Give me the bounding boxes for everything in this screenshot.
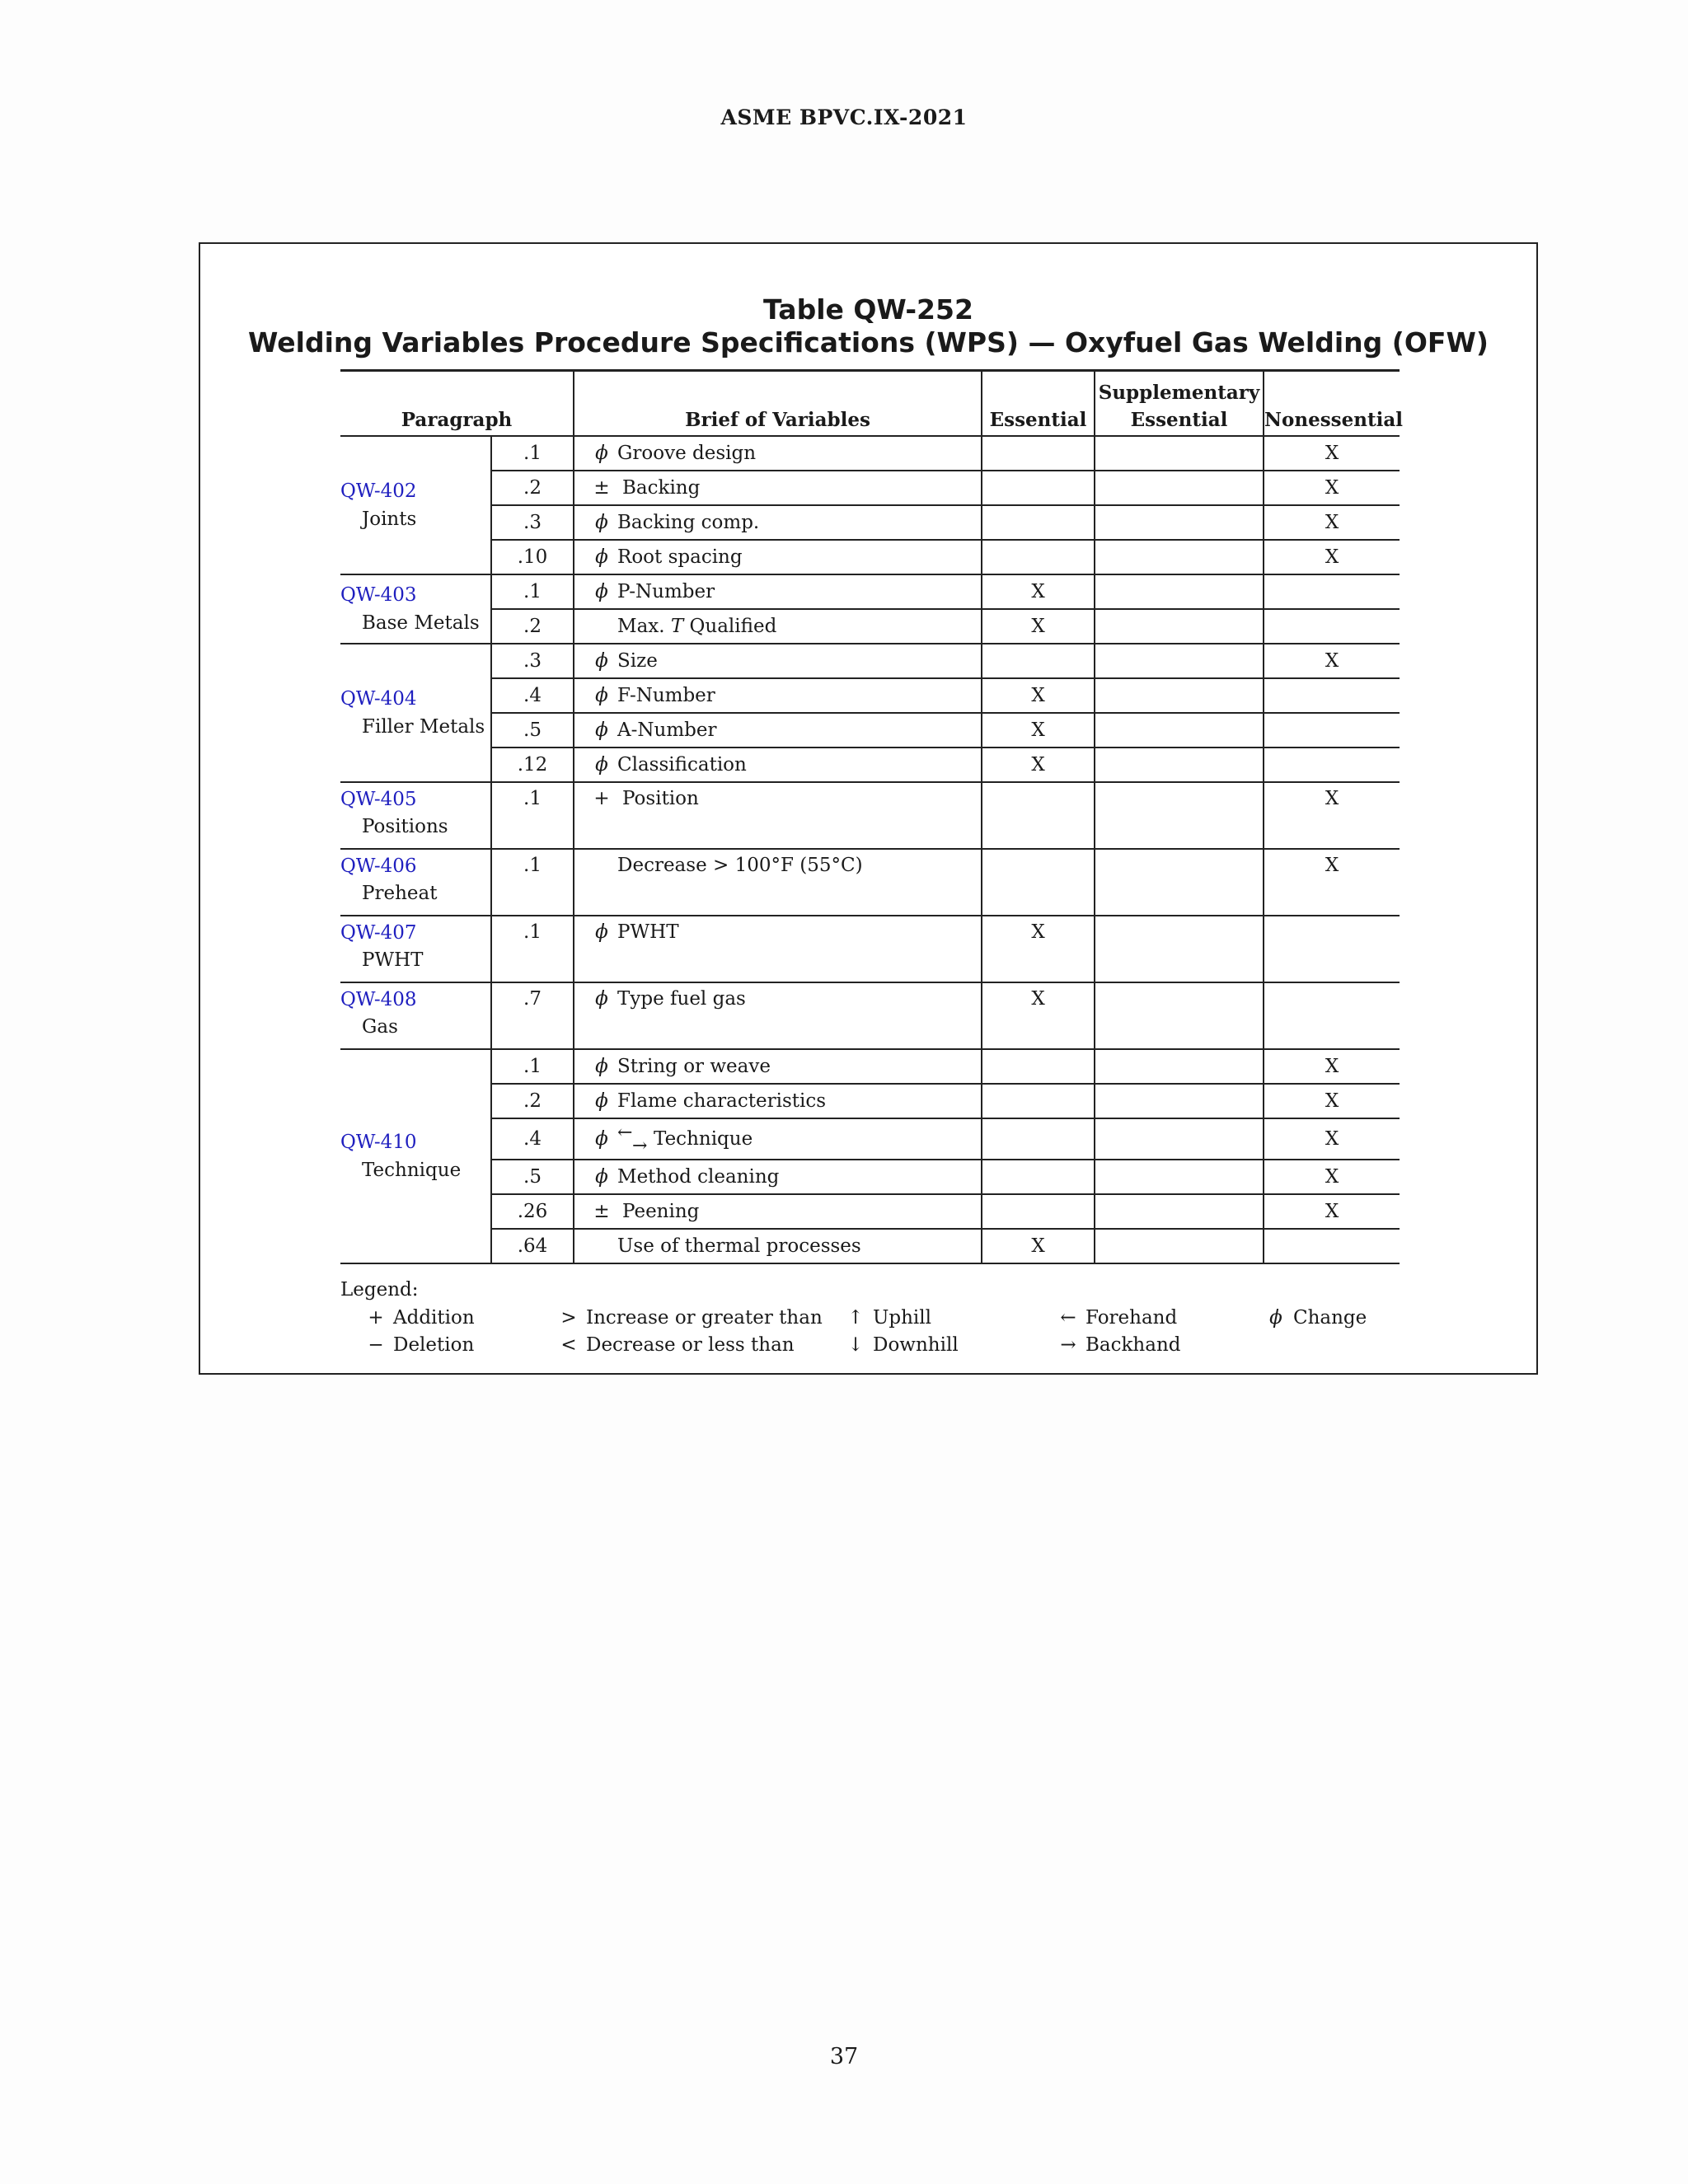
paragraph-cell: [340, 644, 491, 782]
change-symbol: ϕ: [595, 650, 608, 672]
paragraph-label: Preheat: [362, 883, 438, 904]
brief-text: Max.: [617, 616, 671, 637]
subparagraph-cell: .12: [491, 748, 574, 782]
brief-cell: [574, 1229, 982, 1263]
subparagraph-cell: .1: [491, 782, 574, 849]
supplementary-essential-cell: [1095, 436, 1264, 471]
table-row: [340, 782, 1400, 849]
supplementary-essential-cell: [1095, 916, 1264, 982]
essential-cell: [982, 1084, 1095, 1118]
legend-symbol: ↓: [847, 1334, 864, 1356]
nonessential-cell: X: [1264, 849, 1400, 916]
brief-text: Backing comp.: [617, 512, 760, 533]
brief-text: A-Number: [617, 719, 717, 741]
legend-text: Addition: [393, 1307, 475, 1329]
legend-symbol: →: [1060, 1334, 1076, 1356]
brief-text: Flame characteristics: [617, 1090, 827, 1112]
essential-cell: X: [982, 609, 1095, 644]
subparagraph-cell: .7: [491, 982, 574, 1049]
legend-text: Decrease or less than: [586, 1334, 795, 1356]
table-row: [340, 1229, 1400, 1263]
legend-item: [843, 1304, 931, 1332]
brief-cell: [574, 540, 982, 574]
change-symbol: ϕ: [595, 1090, 608, 1112]
col-header-supp-line1: Supplementary: [1098, 382, 1260, 404]
plus-minus-symbol: ±: [593, 477, 610, 499]
legend-item: [1056, 1304, 1177, 1332]
legend-symbol: >: [560, 1307, 577, 1329]
supplementary-essential-cell: [1095, 1229, 1264, 1263]
paragraph-label: Gas: [362, 1016, 398, 1038]
brief-text: Technique: [654, 1127, 753, 1150]
subparagraph-cell: .4: [491, 678, 574, 713]
nonessential-cell: X: [1264, 1049, 1400, 1084]
paragraph-label: Joints: [362, 509, 417, 530]
table-row: [340, 1084, 1400, 1118]
addition-symbol: +: [593, 788, 610, 809]
nonessential-cell: X: [1264, 782, 1400, 849]
supplementary-essential-cell: [1095, 609, 1264, 644]
paragraph-cell: [340, 574, 491, 644]
paragraph-cell: [340, 982, 491, 1049]
legend-text: Backhand: [1085, 1334, 1181, 1356]
brief-cell: [574, 436, 982, 471]
essential-cell: X: [982, 713, 1095, 748]
nonessential-cell: X: [1264, 1118, 1400, 1160]
essential-cell: X: [982, 916, 1095, 982]
legend-symbol: <: [560, 1334, 577, 1356]
subparagraph-cell: .4: [491, 1118, 574, 1160]
paragraph-cell: [340, 849, 491, 916]
essential-cell: X: [982, 1229, 1095, 1263]
supplementary-essential-cell: [1095, 471, 1264, 505]
brief-cell: [574, 678, 982, 713]
table-frame: [199, 242, 1538, 1375]
supplementary-essential-cell: [1095, 1084, 1264, 1118]
change-symbol: ϕ: [595, 1166, 608, 1188]
table-row: [340, 713, 1400, 748]
paragraph-link[interactable]: QW-406: [340, 855, 417, 877]
legend-text: Increase or greater than: [586, 1307, 823, 1329]
essential-cell: [982, 540, 1095, 574]
brief-cell: [574, 505, 982, 540]
brief-cell: [574, 1194, 982, 1229]
brief-text: Qualified: [683, 616, 777, 637]
paragraph-link[interactable]: QW-405: [340, 789, 417, 810]
paragraph-link[interactable]: QW-402: [340, 480, 417, 502]
nonessential-cell: [1264, 982, 1400, 1049]
table-title-block: [200, 293, 1536, 359]
change-symbol: ϕ: [595, 988, 608, 1010]
brief-cell: [574, 1049, 982, 1084]
subparagraph-cell: .64: [491, 1229, 574, 1263]
legend-item: [556, 1304, 823, 1332]
change-symbol: ϕ: [595, 685, 608, 706]
subparagraph-cell: .2: [491, 471, 574, 505]
change-symbol: ϕ: [595, 921, 608, 943]
supplementary-essential-cell: [1095, 505, 1264, 540]
brief-cell: [574, 849, 982, 916]
essential-cell: [982, 436, 1095, 471]
document-header: ASME BPVC.IX-2021: [720, 105, 968, 129]
paragraph-label: Base Metals: [362, 612, 480, 634]
brief-cell: [574, 1118, 982, 1160]
supplementary-essential-cell: [1095, 574, 1264, 609]
brief-cell: [574, 644, 982, 678]
paragraph-link[interactable]: QW-410: [340, 1132, 417, 1153]
brief-text: Size: [617, 650, 658, 672]
page-number: 37: [829, 2044, 859, 2069]
change-symbol: ϕ: [595, 1127, 608, 1150]
nonessential-cell: X: [1264, 436, 1400, 471]
legend-symbol: ↑: [847, 1307, 864, 1329]
supplementary-essential-cell: [1095, 1194, 1264, 1229]
supplementary-essential-cell: [1095, 1160, 1264, 1194]
brief-text: Method cleaning: [617, 1166, 780, 1188]
legend: [340, 1276, 1453, 1356]
table-subtitle: Welding Variables Procedure Specifications (WPS) — Oxyfuel Gas Welding (OFW): [248, 326, 1489, 359]
table-number: Table QW-252: [763, 293, 973, 326]
forehand-arrow-icon: ←: [617, 1122, 633, 1143]
subparagraph-cell: .1: [491, 1049, 574, 1084]
brief-text: PWHT: [617, 921, 679, 943]
table-row: [340, 849, 1400, 916]
change-symbol: ϕ: [595, 754, 608, 776]
paragraph-label: PWHT: [362, 949, 424, 971]
supplementary-essential-cell: [1095, 678, 1264, 713]
col-header-supp-line2: Essential: [1130, 409, 1228, 431]
essential-cell: [982, 505, 1095, 540]
brief-text: Decrease > 100°F (55°C): [617, 855, 863, 876]
supplementary-essential-cell: [1095, 982, 1264, 1049]
table-row: [340, 1160, 1400, 1194]
supplementary-essential-cell: [1095, 713, 1264, 748]
legend-item: [1056, 1331, 1181, 1359]
col-header-nonessential: Nonessential: [1264, 371, 1400, 437]
legend-text: Forehand: [1085, 1307, 1178, 1329]
brief-text: Peening: [622, 1201, 700, 1222]
essential-cell: X: [982, 574, 1095, 609]
subparagraph-cell: .5: [491, 1160, 574, 1194]
paragraph-label: Filler Metals: [362, 716, 485, 738]
table-body: [340, 436, 1400, 1263]
essential-cell: X: [982, 748, 1095, 782]
nonessential-cell: X: [1264, 505, 1400, 540]
table-row: [340, 748, 1400, 782]
legend-title: Legend:: [340, 1279, 419, 1301]
essential-cell: X: [982, 678, 1095, 713]
supplementary-essential-cell: [1095, 782, 1264, 849]
brief-cell: [574, 609, 982, 644]
brief-cell: [574, 782, 982, 849]
brief-cell: [574, 574, 982, 609]
subparagraph-cell: .1: [491, 436, 574, 471]
table-row: [340, 471, 1400, 505]
brief-cell: [574, 713, 982, 748]
nonessential-cell: [1264, 748, 1400, 782]
brief-text: Position: [622, 788, 699, 809]
essential-cell: [982, 849, 1095, 916]
table-row: [340, 678, 1400, 713]
supplementary-essential-cell: [1095, 1049, 1264, 1084]
table-row: [340, 1049, 1400, 1084]
table-row: [340, 436, 1400, 471]
col-header-brief: Brief of Variables: [574, 371, 982, 437]
subparagraph-cell: .3: [491, 505, 574, 540]
brief-cell: [574, 982, 982, 1049]
supplementary-essential-cell: [1095, 849, 1264, 916]
brief-cell: [574, 471, 982, 505]
paragraph-link[interactable]: QW-408: [340, 989, 417, 1010]
subparagraph-cell: .3: [491, 644, 574, 678]
brief-cell: [574, 1160, 982, 1194]
essential-cell: [982, 782, 1095, 849]
paragraph-cell: [340, 1049, 491, 1263]
brief-text: P-Number: [617, 581, 715, 602]
paragraph-cell: [340, 916, 491, 982]
legend-text: Downhill: [873, 1334, 959, 1356]
table-row: [340, 1118, 1400, 1160]
forehand-backhand-icon: [617, 1122, 650, 1156]
paragraph-label: Technique: [362, 1160, 462, 1181]
subparagraph-cell: .1: [491, 849, 574, 916]
nonessential-cell: [1264, 678, 1400, 713]
legend-item: [1264, 1304, 1367, 1332]
paragraph-link[interactable]: QW-407: [340, 922, 417, 944]
legend-text: Uphill: [873, 1307, 931, 1329]
brief-text: Type fuel gas: [617, 988, 746, 1010]
nonessential-cell: X: [1264, 1084, 1400, 1118]
nonessential-cell: X: [1264, 471, 1400, 505]
backhand-arrow-icon: →: [632, 1135, 648, 1156]
nonessential-cell: X: [1264, 1160, 1400, 1194]
essential-cell: [982, 1049, 1095, 1084]
brief-text: Use of thermal processes: [617, 1235, 861, 1257]
legend-symbol: ϕ: [1269, 1307, 1282, 1329]
table-row: [340, 644, 1400, 678]
change-symbol: ϕ: [595, 512, 608, 533]
change-symbol: ϕ: [595, 581, 608, 602]
subparagraph-cell: .2: [491, 1084, 574, 1118]
plus-minus-symbol: ±: [593, 1201, 610, 1222]
change-symbol: ϕ: [595, 719, 608, 741]
table-row: [340, 540, 1400, 574]
supplementary-essential-cell: [1095, 748, 1264, 782]
table-row: [340, 609, 1400, 644]
change-symbol: ϕ: [595, 1056, 608, 1077]
supplementary-essential-cell: [1095, 644, 1264, 678]
col-header-essential: Essential: [982, 371, 1095, 437]
legend-text: Change: [1293, 1307, 1367, 1329]
table-row: [340, 982, 1400, 1049]
change-symbol: ϕ: [595, 443, 608, 464]
essential-cell: [982, 1160, 1095, 1194]
brief-text: Groove design: [617, 443, 757, 464]
essential-cell: [982, 644, 1095, 678]
brief-text: Classification: [617, 754, 747, 776]
nonessential-cell: X: [1264, 1194, 1400, 1229]
subparagraph-cell: .5: [491, 713, 574, 748]
legend-item: [363, 1304, 475, 1332]
nonessential-cell: X: [1264, 540, 1400, 574]
table-header: [340, 371, 1403, 437]
legend-text: Deletion: [393, 1334, 475, 1356]
nonessential-cell: [1264, 574, 1400, 609]
brief-cell: [574, 748, 982, 782]
essential-cell: [982, 471, 1095, 505]
subparagraph-cell: .2: [491, 609, 574, 644]
paragraph-link[interactable]: QW-404: [340, 688, 417, 710]
table-row: [340, 916, 1400, 982]
table-row: [340, 505, 1400, 540]
nonessential-cell: [1264, 916, 1400, 982]
paragraph-link[interactable]: QW-403: [340, 584, 417, 606]
paragraph-label: Positions: [362, 816, 448, 837]
legend-item: [556, 1331, 795, 1359]
legend-symbol: ←: [1060, 1307, 1076, 1329]
legend-symbol: +: [368, 1307, 384, 1329]
essential-cell: [982, 1194, 1095, 1229]
paragraph-cell: [340, 782, 491, 849]
table-row: [340, 574, 1400, 609]
col-header-supplementary: [1095, 371, 1264, 437]
brief-text: String or weave: [617, 1056, 771, 1077]
brief-cell: [574, 1084, 982, 1118]
legend-item: [843, 1331, 959, 1359]
nonessential-cell: [1264, 713, 1400, 748]
nonessential-cell: [1264, 609, 1400, 644]
brief-text: F-Number: [617, 685, 715, 706]
brief-cell: [574, 916, 982, 982]
essential-cell: [982, 1118, 1095, 1160]
supplementary-essential-cell: [1095, 540, 1264, 574]
subparagraph-cell: .1: [491, 916, 574, 982]
table-row: [340, 1194, 1400, 1229]
subparagraph-cell: .1: [491, 574, 574, 609]
legend-item: [363, 1331, 474, 1359]
supplementary-essential-cell: [1095, 1118, 1264, 1160]
subparagraph-cell: .10: [491, 540, 574, 574]
thickness-variable: T: [670, 616, 684, 637]
col-header-paragraph: Paragraph: [340, 371, 574, 437]
legend-symbol: −: [368, 1334, 384, 1356]
change-symbol: ϕ: [595, 546, 608, 568]
essential-cell: X: [982, 982, 1095, 1049]
nonessential-cell: [1264, 1229, 1400, 1263]
paragraph-cell: [340, 436, 491, 574]
nonessential-cell: X: [1264, 644, 1400, 678]
subparagraph-cell: .26: [491, 1194, 574, 1229]
variables-table: [340, 369, 1403, 1264]
brief-text: Backing: [622, 477, 701, 499]
brief-text: Root spacing: [617, 546, 743, 568]
